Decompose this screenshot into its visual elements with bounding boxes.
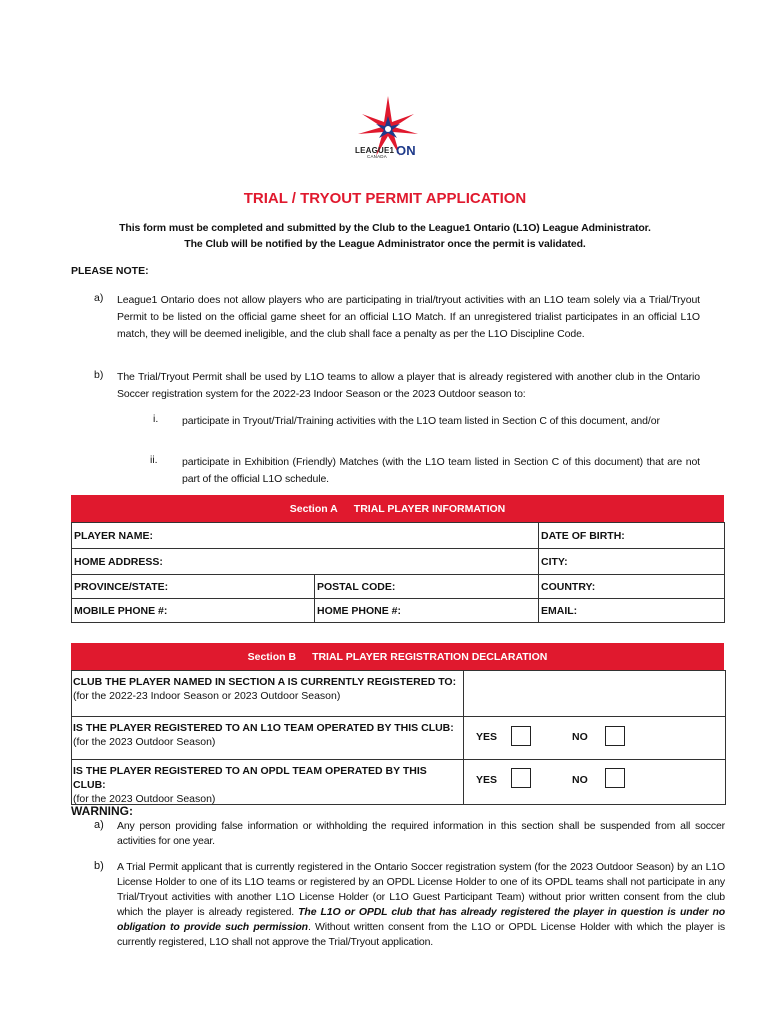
subnote-i-text: participate in Tryout/Trial/Training activities with the L1O team listed in Section C of this document, and/or [182, 415, 660, 427]
l1o-yes-label: YES [476, 731, 498, 743]
warning-b-paragraph [117, 860, 725, 950]
league1-logo-text [355, 143, 416, 159]
section-a-label: Section A [289, 502, 338, 515]
opdl-team-question: IS THE PLAYER REGISTERED TO AN OPDL TEAM OPERATED BY THIS CLUB: [73, 765, 427, 791]
l1o-yes-checkbox[interactable] [511, 726, 531, 746]
date-of-birth-field[interactable]: DATE OF BIRTH: [539, 523, 725, 549]
l1o-no-label: NO [572, 731, 588, 743]
warning-b-text-2: . Without written consent from the L1O or OPDL License Holder with which the player is currently registered, L1O shall not approve the Trial/Tryout application. [117, 921, 725, 948]
opdl-no-checkbox[interactable] [605, 768, 625, 788]
logo-province: ON [396, 143, 416, 158]
home-phone-field[interactable]: HOME PHONE #: [315, 599, 539, 623]
l1o-no-checkbox[interactable] [605, 726, 625, 746]
l1o-team-sub: (for the 2023 Outdoor Season) [73, 736, 216, 748]
section-b-title: TRIAL PLAYER REGISTRATION DECLARATION [312, 650, 548, 663]
page-title: TRIAL / TRYOUT PERMIT APPLICATION [243, 190, 527, 207]
section-a-header [71, 495, 724, 522]
opdl-yes-checkbox[interactable] [511, 768, 531, 788]
city-field[interactable]: CITY: [539, 549, 725, 575]
league1-logo-star-icon [352, 84, 422, 174]
note-a-text: League1 Ontario does not allow players who are participating in trial/tryout activities with an L1O team solely via a Trial/Tryout Permit to be listed on the official game sheet for an official L1O Match. If an unregistered trialist participates in an official L1O match, they will be deemed ineligible, and the club shall face a penalty as per the L1O Discipline Code. [117, 294, 700, 340]
warning-a-marker: a) [94, 819, 104, 831]
opdl-team-row [72, 759, 725, 804]
note-a-marker: a) [94, 292, 104, 304]
mobile-phone-field[interactable]: MOBILE PHONE #: [72, 599, 315, 623]
registered-club-row [72, 670, 725, 716]
registered-club-question: CLUB THE PLAYER NAMED IN SECTION A IS CURRENTLY REGISTERED TO: [73, 676, 457, 688]
section-a-title: TRIAL PLAYER INFORMATION [353, 502, 506, 515]
subnote-ii-text: participate in Exhibition (Friendly) Matches (with the L1O team listed in Section C of this document) that are not part of the official L1O schedule. [182, 456, 700, 485]
please-note-heading: PLEASE NOTE: [71, 265, 149, 277]
section-b-table [71, 670, 726, 805]
subnote-ii-marker: ii. [150, 454, 158, 466]
registered-club-sub: (for the 2022-23 Indoor Season or 2023 Outdoor Season) [73, 690, 341, 702]
email-field[interactable]: EMAIL: [539, 599, 725, 623]
warning-b-emphasis: The L1O or OPDL club that has already registered the player in question is under no obligation to provide such permission [117, 906, 726, 933]
note-b-marker: b) [94, 369, 104, 381]
warning-b-text-1: A Trial Permit applicant that is currently registered in the Ontario Soccer registration system (for the 2023 Outdoor Season) by an L1O License Holder to one of its L1O teams or registered by an OPDL License Holder to one of its OPDL teams shall not participate in any Trial/Tryout activities with another L1O License Holder (or L1O Guest Participant Team) without prior written consent from the club which the player is already registered. [117, 861, 725, 918]
section-b-header [71, 643, 724, 670]
opdl-team-sub: (for the 2023 Outdoor Season) [73, 793, 216, 805]
warning-heading: WARNING: [71, 804, 133, 818]
section-a-table [71, 522, 725, 623]
l1o-team-row [72, 716, 725, 759]
note-b-text: The Trial/Tryout Permit shall be used by L1O teams to allow a player that is already registered with another club in the Ontario Soccer registration system for the 2022-23 Indoor Season or the 2023 Outdoor season to: [117, 371, 700, 400]
l1o-team-question: IS THE PLAYER REGISTERED TO AN L1O TEAM OPERATED BY THIS CLUB: [73, 722, 454, 734]
intro-line-2: The Club will be notified by the League Administrator once the permit is validated. [184, 238, 586, 250]
home-address-field[interactable]: HOME ADDRESS: [72, 549, 539, 575]
opdl-yes-label: YES [476, 774, 498, 786]
warning-a-text: Any person providing false information or withholding the required information in this section shall be suspended from all soccer activities for one year. [117, 820, 725, 847]
opdl-no-label: NO [572, 774, 588, 786]
logo-league-name: LEAGUE1 [355, 146, 395, 155]
province-field[interactable]: PROVINCE/STATE: [72, 575, 315, 599]
country-field[interactable]: COUNTRY: [539, 575, 725, 599]
section-b-label: Section B [247, 650, 297, 663]
logo-country: CANADA [367, 154, 387, 159]
player-name-field[interactable]: PLAYER NAME: [72, 523, 539, 549]
postal-code-field[interactable]: POSTAL CODE: [315, 575, 539, 599]
subnote-i-marker: i. [153, 413, 159, 425]
registered-club-input[interactable] [464, 671, 725, 716]
intro-line-1: This form must be completed and submitted by the Club to the League1 Ontario (L1O) League Administrator. [119, 222, 651, 234]
warning-b-marker: b) [94, 860, 104, 872]
